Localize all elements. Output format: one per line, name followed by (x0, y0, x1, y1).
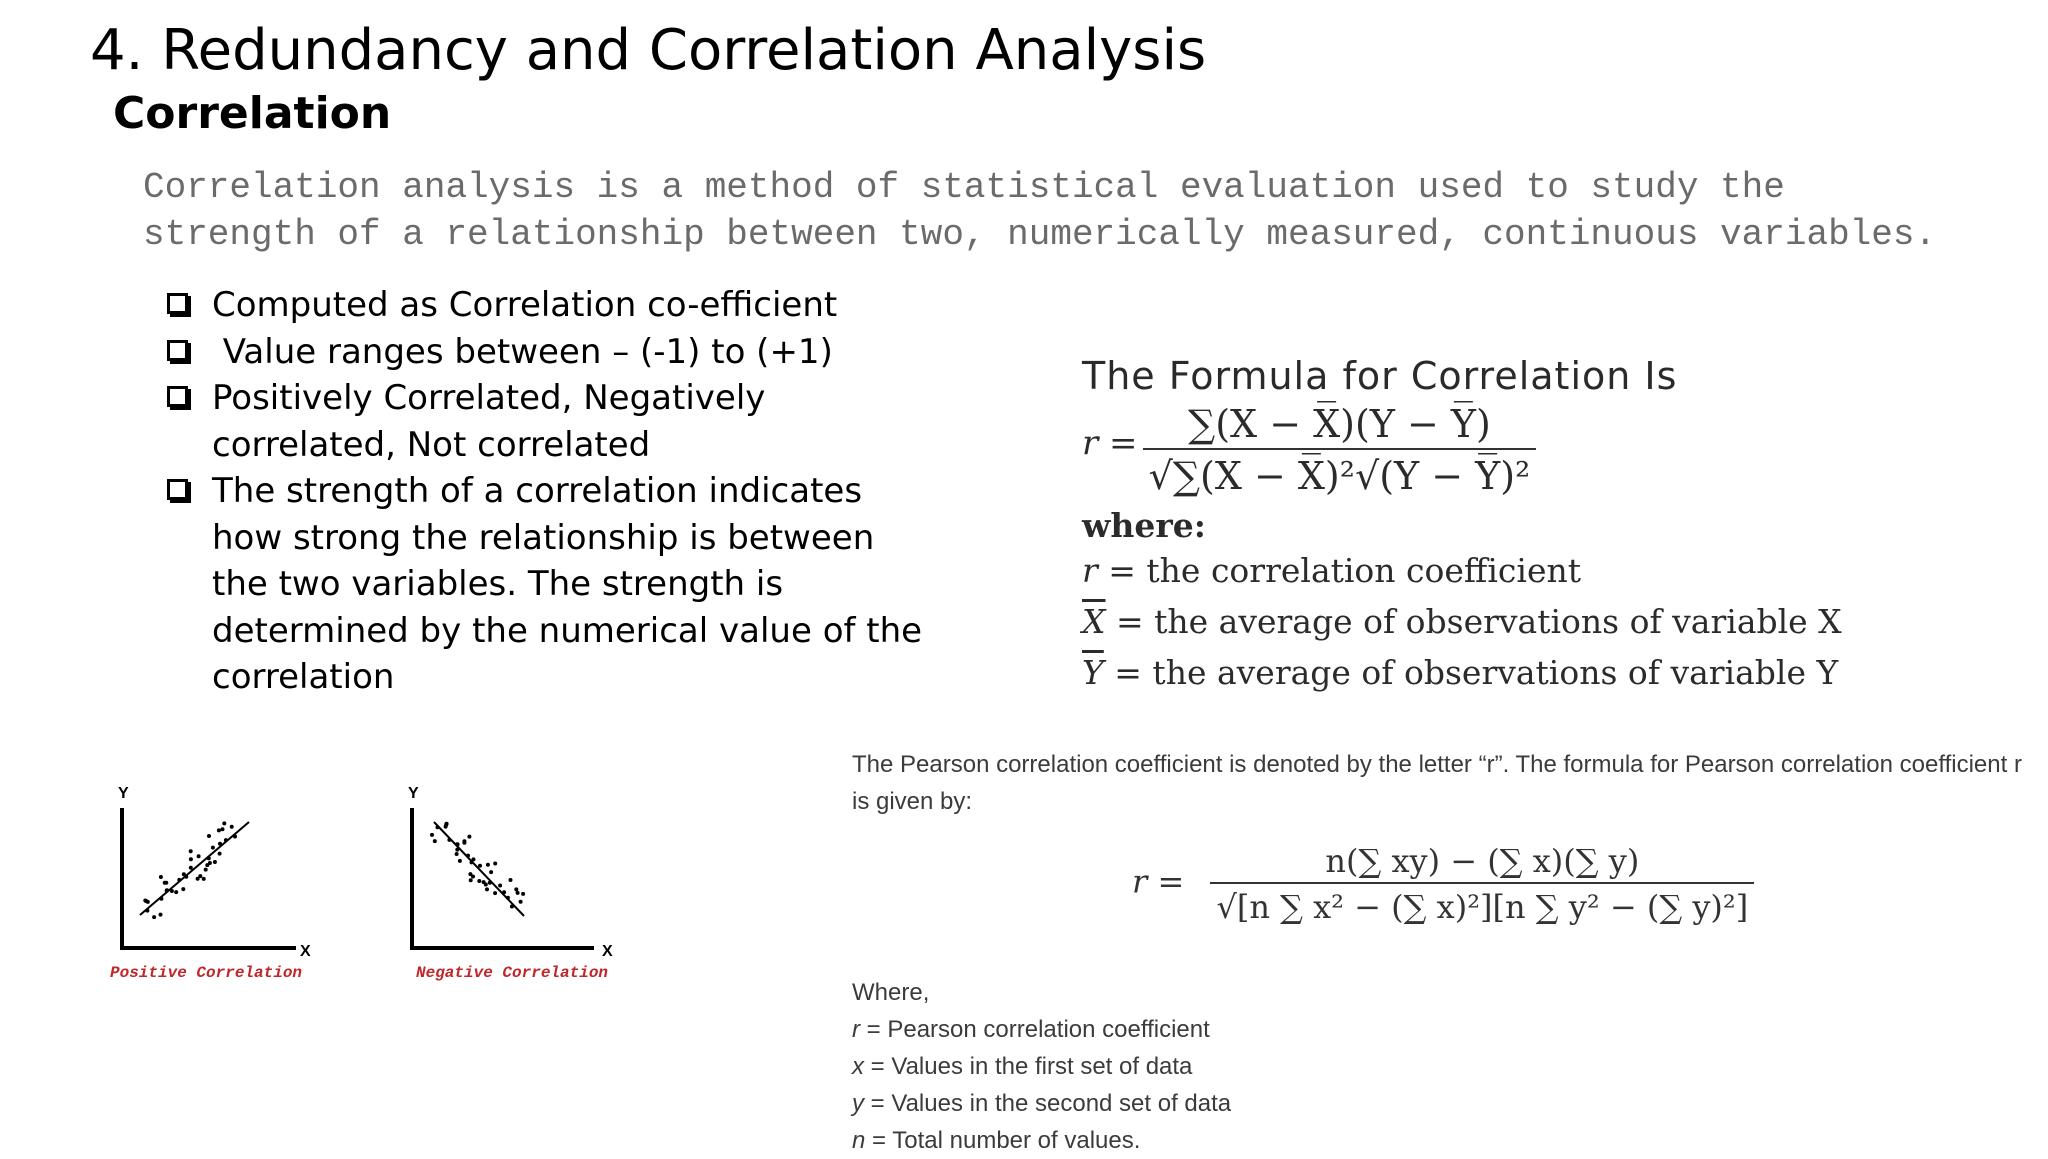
scatter-point (493, 862, 497, 866)
scatter-point (177, 878, 181, 882)
scatter-point (455, 842, 459, 846)
scatter-point (217, 828, 221, 832)
correlation-formula-figure (1082, 354, 1842, 698)
scatter-point (506, 896, 510, 900)
chart-caption: Positive Correlation (110, 964, 303, 982)
x-axis-label: X (602, 943, 613, 960)
def-symbol: $\overline{Y}$ (1082, 653, 1104, 692)
scatter-point (189, 866, 193, 870)
def-symbol: r (1082, 551, 1098, 590)
negative-correlation-sketch (394, 780, 634, 1000)
scatter-point (189, 857, 193, 861)
scatter-point (484, 883, 488, 887)
scatter-point (462, 841, 466, 845)
pearson-definitions (852, 974, 1231, 1159)
scatter-point (221, 827, 225, 831)
scatter-point (159, 913, 163, 917)
scatter-point (211, 846, 215, 850)
checkbox-bullet-icon (167, 386, 188, 407)
scatter-point (222, 821, 226, 825)
scatter-point (197, 854, 201, 858)
scatter-point (488, 881, 492, 885)
scatter-point (444, 823, 448, 827)
scatter-point (164, 881, 168, 885)
scatter-point (145, 909, 149, 913)
bullet-item (163, 282, 923, 329)
scatter-point (521, 892, 525, 896)
scatter-point (498, 884, 502, 888)
bullet-text: Computed as Correlation co-efficient (212, 285, 838, 325)
scatter-point (207, 834, 211, 838)
scatter-point (170, 889, 174, 893)
scatter-point (208, 861, 212, 865)
scatter-point (486, 863, 490, 867)
formula-fraction (1210, 842, 1754, 926)
definition-row (852, 1122, 1231, 1159)
bullet-item (163, 375, 923, 468)
bullet-item (163, 329, 923, 376)
scatter-point (466, 854, 470, 858)
def-text: = Pearson correlation coefficient (860, 1016, 1210, 1043)
scatter-point (519, 900, 523, 904)
def-text: = the correlation coefficient (1108, 551, 1581, 590)
negative-scatter-svg (394, 780, 634, 980)
formula-fraction (1143, 402, 1537, 498)
bullet-text: The strength of a correlation indicates how strong the relationship is between the two variables. The strength is determined by the numerical value of the correlation (212, 471, 923, 697)
formula-numerator: n(∑ xy) − (∑ x)(∑ y) (1210, 842, 1754, 884)
scatter-point (189, 849, 193, 853)
scatter-point (165, 889, 169, 893)
trend-line (140, 822, 249, 915)
bullet-text: Positively Correlated, Negatively correlated, Not correlated (212, 378, 766, 465)
scatter-point (455, 848, 459, 852)
scatter-point (204, 868, 208, 872)
scatter-point (509, 878, 513, 882)
bullet-text: Value ranges between – (-1) to (+1) (212, 331, 833, 372)
scatter-point (433, 839, 437, 843)
def-symbol: y (852, 1090, 864, 1117)
scatter-points (430, 822, 525, 909)
definition-row (852, 1048, 1231, 1085)
definition-row (1082, 647, 1842, 698)
def-symbol: $\overline{X}$ (1082, 602, 1106, 641)
scatter-point (510, 905, 514, 909)
def-text: = Values in the first set of data (864, 1053, 1193, 1080)
slide-title: 4. Redundancy and Correlation Analysis (90, 18, 1207, 83)
checkbox-bullet-icon (167, 340, 188, 361)
formula-numerator: ∑(X − X̅)(Y − Y̅) (1143, 402, 1537, 450)
scatter-point (174, 890, 178, 894)
scatter-point (144, 899, 148, 903)
scatter-point (485, 887, 489, 891)
def-text: = Values in the second set of data (864, 1090, 1232, 1117)
bullet-list (163, 282, 923, 701)
scatter-point (502, 890, 506, 894)
scatter-point (478, 864, 482, 868)
formula-lhs: r = (1082, 423, 1138, 464)
where-label: where: (1082, 506, 1206, 545)
trend-line (434, 822, 524, 916)
chart-caption: Negative Correlation (416, 964, 609, 982)
scatter-point (489, 870, 493, 874)
formula-equation (1082, 402, 1842, 498)
where-label: Where, (852, 979, 930, 1006)
y-axis-label: Y (118, 785, 129, 802)
scatter-point (469, 878, 473, 882)
scatter-point (493, 891, 497, 895)
positive-scatter-svg (104, 780, 344, 980)
checkbox-bullet-icon (167, 293, 188, 314)
def-text: = the average of observations of variable Y (1114, 653, 1839, 692)
scatter-point (224, 838, 228, 842)
pearson-equation (1132, 842, 1754, 926)
scatter-point (514, 887, 518, 891)
checkbox-bullet-icon (167, 479, 188, 500)
def-symbol: n (852, 1127, 866, 1154)
definition-row (1082, 596, 1842, 647)
def-symbol: x (852, 1053, 864, 1080)
formula-denominator: √[n ∑ x² − (∑ x)²][n ∑ y² − (∑ y)²] (1216, 888, 1749, 926)
scatter-point (233, 835, 237, 839)
intro-paragraph: Correlation analysis is a method of statistical evaluation used to study the strength of a relationship between two, numerically measured, continuous variables. (143, 167, 1937, 255)
def-symbol: r (852, 1016, 860, 1043)
scatter-point (467, 835, 471, 839)
definition-row (852, 1085, 1231, 1122)
scatter-points (143, 821, 237, 919)
scatter-point (202, 877, 206, 881)
scatter-point (230, 825, 234, 829)
scatter-point (455, 852, 459, 856)
scatter-point (159, 897, 163, 901)
bullet-item (163, 468, 923, 701)
scatter-point (458, 859, 462, 863)
scatter-point (436, 825, 440, 829)
scatter-point (516, 891, 520, 895)
scatter-point (468, 872, 472, 876)
scatter-point (207, 856, 211, 860)
formula-title: The Formula for Correlation Is (1082, 354, 1678, 398)
pearson-description: The Pearson correlation coefficient is denoted by the letter “r”. The formula for Pearson correlation coefficient r is given by: (852, 751, 2022, 815)
def-text: = Total number of values. (865, 1127, 1141, 1154)
scatter-point (213, 860, 217, 864)
scatter-point (472, 857, 476, 861)
y-axis-label: Y (408, 785, 419, 802)
scatter-point (477, 879, 481, 883)
section-subtitle: Correlation (113, 88, 392, 139)
scatter-point (447, 838, 451, 842)
scatter-point (218, 852, 222, 856)
x-axis-label: X (300, 943, 311, 960)
formula-lhs: r = (1132, 862, 1185, 901)
definition-row (852, 1011, 1231, 1048)
scatter-point (152, 915, 156, 919)
def-text: = the average of observations of variable X (1116, 602, 1842, 641)
scatter-point (218, 842, 222, 846)
definition-row (1082, 545, 1842, 596)
formula-denominator: √∑(X − X̅)²√(Y − Y̅)² (1148, 454, 1531, 498)
scatter-point (196, 877, 200, 881)
scatter-point (430, 833, 434, 837)
positive-correlation-sketch (104, 780, 344, 1000)
scatter-point (181, 887, 185, 891)
scatter-point (182, 872, 186, 876)
scatter-point (159, 875, 163, 879)
